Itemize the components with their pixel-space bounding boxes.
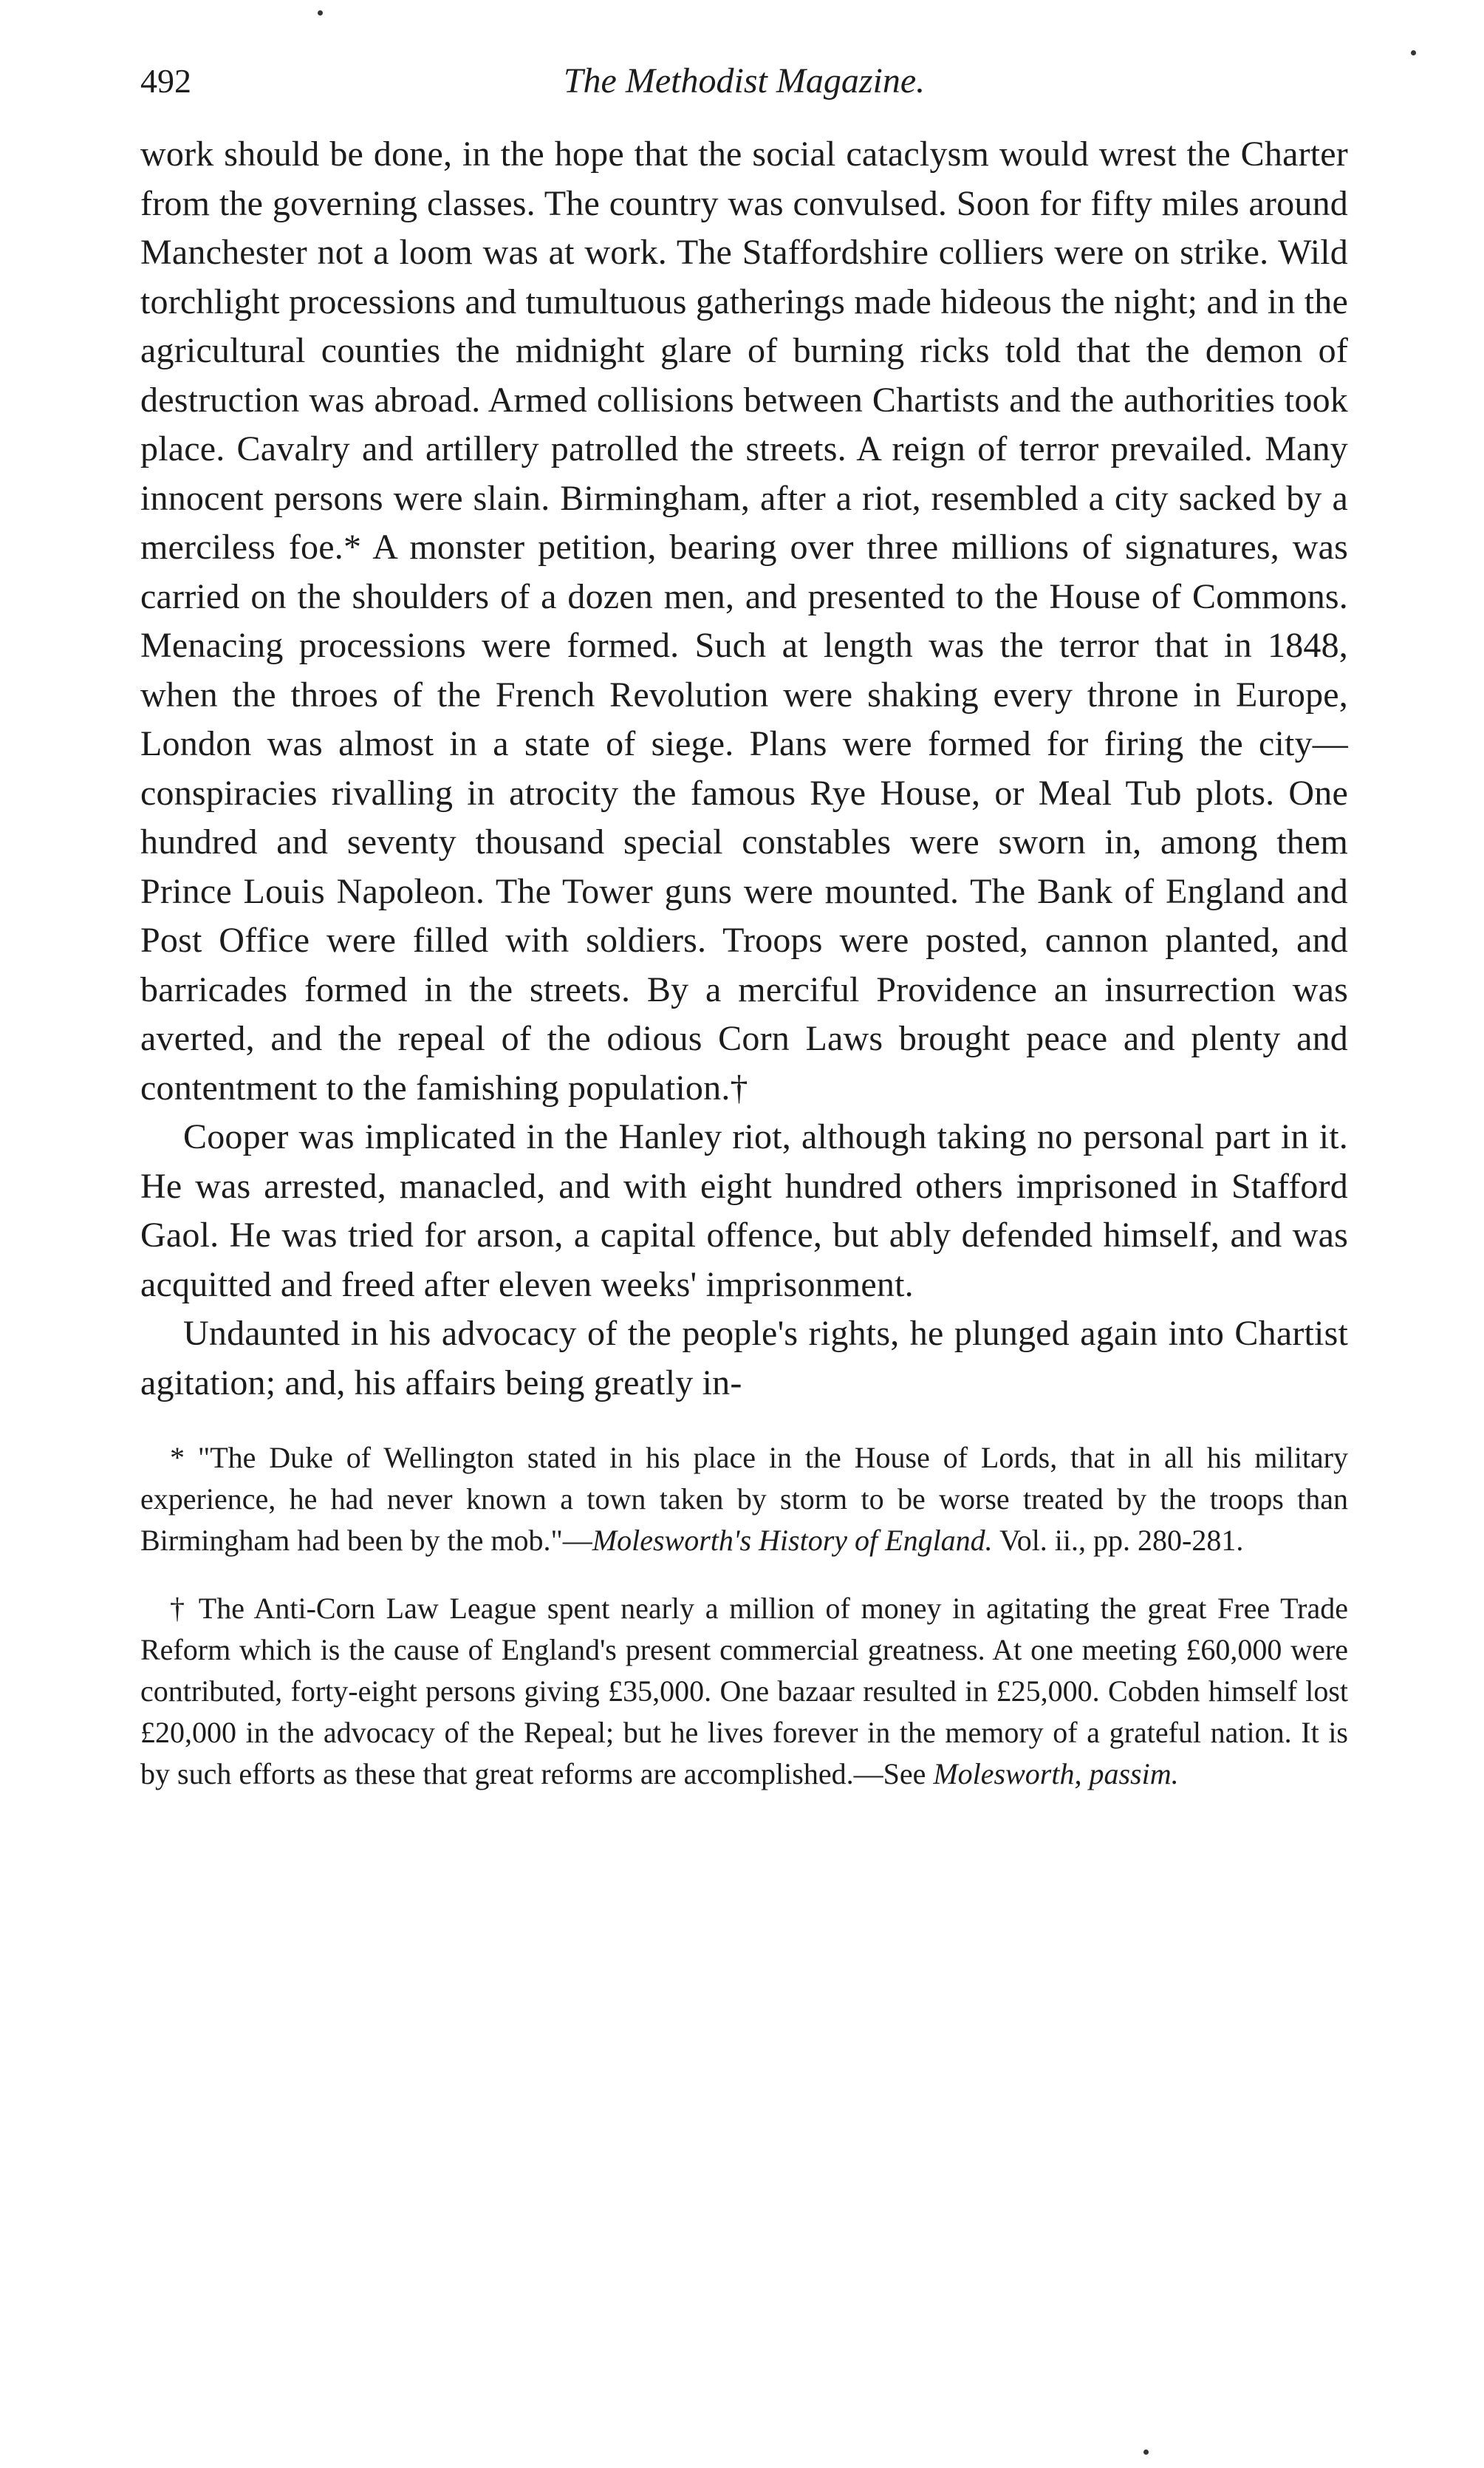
- page-header: [140, 59, 1348, 103]
- footnote-wellington-reference: Vol. ii., pp. 280-281.: [992, 1524, 1244, 1557]
- paragraph-chartist-agitation: Undaunted in his advocacy of the people's rights, he plunged again into Chartist agitation; and, his affairs being greatly in-: [140, 1314, 1348, 1402]
- footnote-wellington-text: * "The Duke of Wellington stated in his place in the House of Lords, that in all his military experience, he had never known a town taken by storm to be worse treated by the troops than Birmingham had been by the mob."—: [140, 1441, 1348, 1557]
- footnote-corn-law-league-source: Molesworth, passim.: [933, 1757, 1179, 1790]
- scan-speck: [1143, 2450, 1149, 2455]
- main-text: [140, 130, 1348, 1408]
- book-page: [140, 59, 1348, 1795]
- paragraph-chartist-unrest: work should be done, in the hope that the social cataclysm would wrest the Charter from the governing classes. The country was convulsed. Soon for fifty miles around Manchester not a loom was at work. The Staffordshire colliers were on strike. Wild torchlight processions and tumultuous gatherings made hideous the night; and in the agricultural counties the midnight glare of burning ricks told that the demon of destruction was abroad. Armed collisions between Chartists and the authorities took place. Cavalry and artillery patrolled the streets. A reign of terror prevailed. Many innocent persons were slain. Birmingham, after a riot, resembled a city sacked by a merciless foe.* A monster petition, bearing over three millions of signatures, was carried on the shoulders of a dozen men, and presented to the House of Commons. Menacing processions were formed. Such at length was the terror that in 1848, when the throes of the French Revolution were shaking every throne in Europe, London was almost in a state of siege. Plans were formed for firing the city—conspiracies rivalling in atrocity the famous Rye House, or Meal Tub plots. One hundred and seventy thousand special constables were sworn in, among them Prince Louis Napoleon. The Tower guns were mounted. The Bank of England and Post Office were filled with soldiers. Troops were posted, cannon planted, and barricades formed in the streets. By a merciful Providence an insurrection was averted, and the repeal of the odious Corn Laws brought peace and plenty and contentment to the famishing population.†: [140, 134, 1348, 1108]
- paragraph-cooper-trial: Cooper was implicated in the Hanley riot, although taking no personal part in it. He was arrested, manacled, and with eight hundred others imprisoned in Stafford Gaol. He was tried for arson, a capital offence, but ably defended himself, and was acquitted and freed after eleven weeks' imprisonment.: [140, 1117, 1348, 1304]
- footnotes: [140, 1437, 1348, 1795]
- page-number: 492: [140, 62, 191, 100]
- scan-speck: [318, 10, 323, 16]
- footnote-wellington: [140, 1437, 1348, 1561]
- running-title: The Methodist Magazine.: [563, 61, 926, 100]
- footnote-corn-law-league-text: † The Anti-Corn Law League spent nearly a million of money in agitating the great Free Trade Reform which is the cause of England's present commercial greatness. At one meeting £60,000 were contributed, forty-eight persons giving £35,000. One bazaar resulted in £25,000. Cobden himself lost £20,000 in the advocacy of the Repeal; but he lives forever in the memory of a grateful nation. It is by such efforts as these that great reforms are accomplished.—See: [140, 1592, 1348, 1790]
- footnote-corn-law-league: [140, 1588, 1348, 1795]
- footnote-wellington-source: Molesworth's History of England.: [592, 1524, 993, 1557]
- scan-speck: [1411, 50, 1416, 55]
